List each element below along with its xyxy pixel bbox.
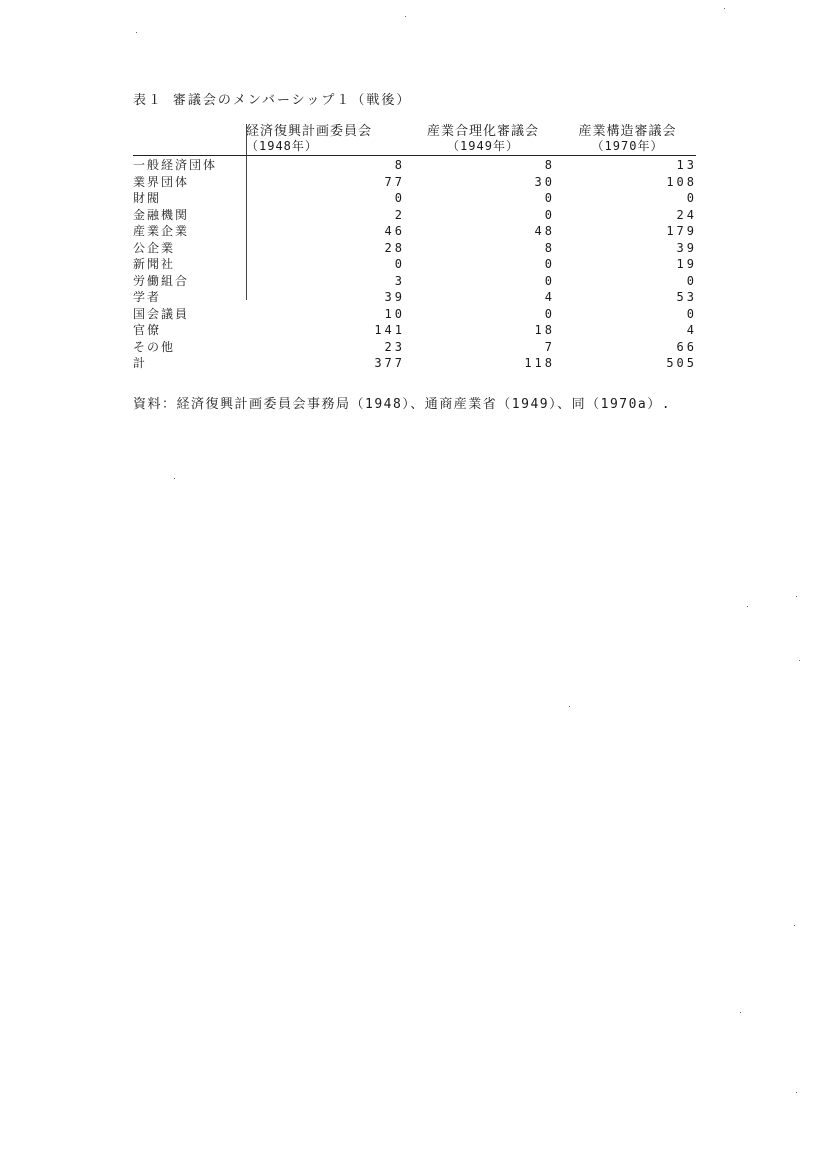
row-label: 産業企業 [133, 224, 190, 238]
cell-1970: 0 [686, 273, 697, 288]
table-header [133, 124, 696, 156]
table-row [133, 322, 696, 339]
scan-speck [136, 32, 137, 33]
membership-table [133, 124, 696, 372]
cell-1949: 4 [544, 290, 555, 304]
cell-1949: 7 [544, 339, 555, 354]
column-header-3-year: （1970年） [591, 139, 664, 153]
row-label: 労働組合 [133, 273, 190, 288]
scan-speck [740, 1012, 741, 1013]
cell-1970: 13 [676, 158, 697, 172]
cell-1948: 10 [384, 306, 405, 321]
cell-1948: 28 [384, 240, 405, 255]
column-header-2 [412, 124, 554, 154]
scan-speck [747, 606, 748, 607]
cell-1949: 0 [544, 306, 555, 321]
table-row [133, 223, 696, 240]
table-body [133, 157, 696, 372]
row-label: 公企業 [133, 240, 176, 255]
scan-speck [405, 16, 406, 17]
scan-speck [796, 596, 797, 597]
table-row [133, 306, 696, 323]
table-row [133, 273, 696, 290]
cell-1970: 0 [686, 191, 697, 205]
column-header-1-name: 経済復興計画委員会 [246, 124, 373, 139]
cell-1949: 0 [544, 273, 555, 288]
cell-1949: 0 [544, 207, 555, 222]
table-row [133, 256, 696, 273]
row-label: 計 [133, 356, 148, 370]
scan-speck [174, 478, 175, 479]
cell-1948: 377 [374, 356, 405, 370]
row-label: 官僚 [133, 323, 162, 337]
cell-1970: 19 [676, 257, 697, 271]
table-row [133, 207, 696, 224]
scan-speck [569, 706, 570, 707]
scan-speck [799, 660, 800, 661]
row-label: 一般経済団体 [133, 158, 218, 172]
column-header-1-year: （1948年） [246, 139, 318, 153]
cell-1970: 53 [676, 290, 697, 304]
table-row [133, 289, 696, 306]
cell-1948: 39 [384, 290, 405, 304]
cell-1970: 24 [676, 207, 697, 222]
cell-1948: 8 [394, 158, 405, 172]
scan-speck [724, 8, 725, 9]
cell-1970: 4 [686, 323, 697, 337]
cell-1949: 48 [534, 224, 555, 238]
table-row [133, 157, 696, 174]
cell-1970: 66 [676, 339, 697, 354]
row-label: 業界団体 [133, 174, 190, 189]
column-header-3 [559, 124, 696, 154]
cell-1948: 141 [374, 323, 405, 337]
cell-1948: 77 [384, 174, 405, 189]
cell-1948: 3 [394, 273, 405, 288]
row-label: 金融機関 [133, 207, 190, 222]
table-row [133, 339, 696, 356]
cell-1949: 18 [534, 323, 555, 337]
row-label: 国会議員 [133, 306, 190, 321]
table-row [133, 190, 696, 207]
table-row [133, 174, 696, 191]
cell-1949: 0 [544, 257, 555, 271]
row-label: 学者 [133, 290, 162, 304]
scan-speck [794, 925, 795, 926]
cell-1970: 0 [686, 306, 697, 321]
row-label: 新聞社 [133, 257, 176, 271]
cell-1948: 0 [394, 257, 405, 271]
cell-1948: 2 [394, 207, 405, 222]
cell-1949: 118 [524, 356, 555, 370]
source-note: 資料：経済復興計画委員会事務局（1948）、通商産業省（1949）、同（1970a）. [133, 397, 672, 412]
table-caption: 表１ 審議会のメンバーシップ１（戦後） [133, 93, 412, 108]
cell-1949: 8 [544, 240, 555, 255]
cell-1949: 0 [544, 191, 555, 205]
cell-1948: 0 [394, 191, 405, 205]
cell-1970: 108 [666, 174, 697, 189]
column-header-2-year: （1949年） [447, 139, 519, 153]
cell-1948: 23 [384, 339, 405, 354]
table-row-total [133, 355, 696, 372]
table-row [133, 240, 696, 257]
scan-speck [796, 1092, 797, 1093]
column-header-2-name: 産業合理化審議会 [426, 124, 539, 139]
column-header-1 [246, 124, 406, 154]
cell-1948: 46 [384, 224, 405, 238]
column-header-3-name: 産業構造審議会 [578, 124, 677, 139]
row-label: その他 [133, 339, 176, 354]
cell-1949: 8 [544, 158, 555, 172]
cell-1970: 505 [666, 356, 697, 370]
cell-1970: 39 [676, 240, 697, 255]
cell-1949: 30 [534, 174, 555, 189]
cell-1970: 179 [666, 224, 697, 238]
header-rule [133, 155, 696, 156]
row-label: 財閥 [133, 191, 162, 205]
